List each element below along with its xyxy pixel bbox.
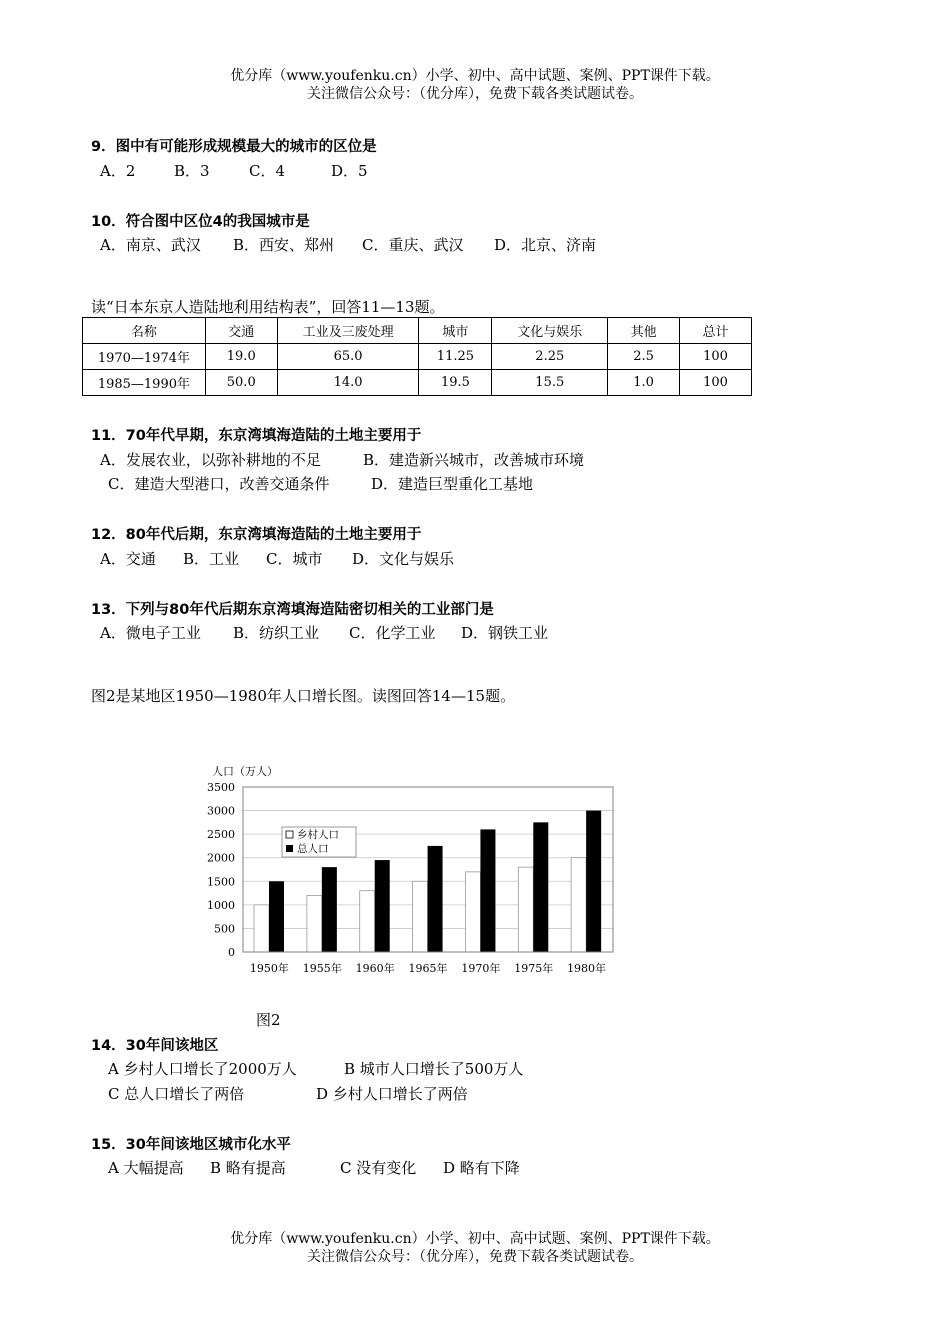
q11-option-b: B．建造新兴城市，改善城市环境	[363, 451, 585, 469]
table-cell: 15.5	[492, 370, 608, 396]
x-tick-label: 1950年	[249, 962, 289, 975]
footer-line-2: 关注微信公众号：（优分库），免费下载各类试题试卷。	[307, 1249, 643, 1265]
table-cell: 100	[680, 344, 752, 370]
table-header-cell: 交通	[205, 318, 277, 344]
q12-option-c: C．城市	[266, 550, 323, 568]
q13-option-d: D．钢铁工业	[461, 624, 549, 642]
x-tick-label: 1970年	[461, 962, 501, 975]
table-cell: 1985—1990年	[83, 370, 206, 396]
q11-option-a: A．发展农业，以弥补耕地的不足	[100, 451, 321, 469]
bar-rural-1965年	[413, 881, 428, 952]
table-intro: 读“日本东京人造陆地利用结构表”，回答11—13题。	[91, 298, 445, 316]
x-tick-label: 1980年	[567, 962, 607, 975]
header-line-1: 优分库（www.youfenku.cn）小学、初中、高中试题、案例、PPT课件下载。	[230, 68, 720, 84]
q10-option-a: A．南京、武汉	[100, 236, 201, 254]
table-header-row	[83, 318, 752, 344]
table-cell: 19.0	[205, 344, 277, 370]
table-header-cell: 其他	[608, 318, 680, 344]
q9-stem: 9．图中有可能形成规模最大的城市的区位是	[91, 139, 377, 155]
table-header-cell: 名称	[83, 318, 206, 344]
table-cell: 100	[680, 370, 752, 396]
q10-option-c: C．重庆、武汉	[362, 236, 464, 254]
q12-stem: 12．80年代后期，东京湾填海造陆的土地主要用于	[91, 527, 422, 543]
bar-total-1970年	[480, 829, 495, 952]
bar-total-1965年	[428, 846, 443, 952]
table-cell: 1970—1974年	[83, 344, 206, 370]
header-line-2: 关注微信公众号：（优分库），免费下载各类试题试卷。	[307, 86, 643, 102]
q12-option-b: B．工业	[183, 550, 240, 568]
figure-intro: 图2是某地区1950—1980年人口增长图。读图回答14—15题。	[91, 687, 516, 705]
q15-option-b: B 略有提高	[210, 1159, 286, 1177]
q15-stem: 15．30年间该地区城市化水平	[91, 1137, 291, 1153]
q10-option-b: B．西安、郑州	[233, 236, 335, 254]
q14-stem: 14．30年间该地区	[91, 1038, 219, 1054]
legend-label-total: 总人口	[297, 843, 329, 855]
q13-option-b: B．纺织工业	[233, 624, 320, 642]
x-tick-label: 1960年	[355, 962, 395, 975]
y-tick-label: 1000	[207, 898, 235, 912]
q14-option-c: C 总人口增长了两倍	[108, 1085, 245, 1103]
q15-option-c: C 没有变化	[340, 1159, 417, 1177]
legend-swatch-rural	[286, 831, 293, 838]
q11-option-c: C．建造大型港口，改善交通条件	[108, 475, 330, 493]
y-tick-label: 500	[214, 922, 235, 936]
chart-legend	[282, 827, 356, 857]
y-tick-label: 3000	[207, 804, 235, 818]
bar-rural-1960年	[360, 891, 375, 952]
q15-option-d: D 略有下降	[443, 1159, 520, 1177]
table-cell: 2.25	[492, 344, 608, 370]
y-tick-label: 2000	[207, 851, 235, 865]
bar-rural-1980年	[571, 858, 586, 952]
legend-label-rural: 乡村人口	[297, 829, 339, 841]
table-cell: 2.5	[608, 344, 680, 370]
table-cell: 65.0	[277, 344, 419, 370]
x-tick-label: 1965年	[408, 962, 448, 975]
q11-option-d: D．建造巨型重化工基地	[371, 475, 534, 493]
q9-option-c: C．4	[249, 162, 286, 180]
q14-option-a: A 乡村人口增长了2000万人	[108, 1060, 297, 1078]
q9-option-b: B．3	[174, 162, 210, 180]
figure-caption: 图2	[256, 1011, 281, 1029]
bar-rural-1950年	[254, 905, 269, 952]
bar-total-1980年	[586, 811, 601, 952]
q14-option-b: B 城市人口增长了500万人	[344, 1060, 524, 1078]
bar-total-1975年	[533, 822, 548, 952]
q13-stem: 13．下列与80年代后期东京湾填海造陆密切相关的工业部门是	[91, 602, 494, 618]
q9-option-d: D．5	[331, 162, 368, 180]
table-cell: 11.25	[419, 344, 492, 370]
y-tick-label: 1500	[207, 875, 235, 889]
q11-stem: 11．70年代早期，东京湾填海造陆的土地主要用于	[91, 428, 422, 444]
q10-option-d: D．北京、济南	[494, 236, 597, 254]
table-header-cell: 工业及三废处理	[277, 318, 419, 344]
legend-swatch-total	[286, 845, 293, 852]
bar-rural-1970年	[465, 872, 480, 952]
land-use-table	[82, 317, 752, 396]
bar-total-1955年	[322, 867, 337, 952]
table-cell: 50.0	[205, 370, 277, 396]
bar-total-1960年	[375, 860, 390, 952]
table-cell: 1.0	[608, 370, 680, 396]
q13-option-a: A．微电子工业	[100, 624, 201, 642]
table-header-cell: 城市	[419, 318, 492, 344]
footer-line-1: 优分库（www.youfenku.cn）小学、初中、高中试题、案例、PPT课件下载。	[230, 1231, 720, 1247]
table-row	[83, 370, 752, 396]
q13-option-c: C．化学工业	[349, 624, 436, 642]
y-tick-label: 2500	[207, 828, 235, 842]
population-bar-chart	[190, 755, 630, 990]
x-tick-label: 1955年	[302, 962, 342, 975]
q12-option-a: A．交通	[100, 550, 156, 568]
x-tick-label: 1975年	[514, 962, 554, 975]
table-cell: 14.0	[277, 370, 419, 396]
table-cell: 19.5	[419, 370, 492, 396]
q15-option-a: A 大幅提高	[108, 1159, 184, 1177]
table-header-cell: 总计	[680, 318, 752, 344]
q14-option-d: D 乡村人口增长了两倍	[316, 1085, 468, 1103]
table-header-cell: 文化与娱乐	[492, 318, 608, 344]
y-tick-label: 0	[228, 946, 235, 959]
table-row	[83, 344, 752, 370]
bar-total-1950年	[269, 881, 284, 952]
y-tick-label: 3500	[207, 781, 235, 794]
q10-stem: 10．符合图中区位4的我国城市是	[91, 214, 310, 230]
chart-ylabel: 人口（万人）	[212, 765, 278, 778]
bar-rural-1975年	[518, 867, 533, 952]
q12-option-d: D．文化与娱乐	[352, 550, 455, 568]
bar-rural-1955年	[307, 895, 322, 952]
q9-option-a: A．2	[100, 162, 136, 180]
